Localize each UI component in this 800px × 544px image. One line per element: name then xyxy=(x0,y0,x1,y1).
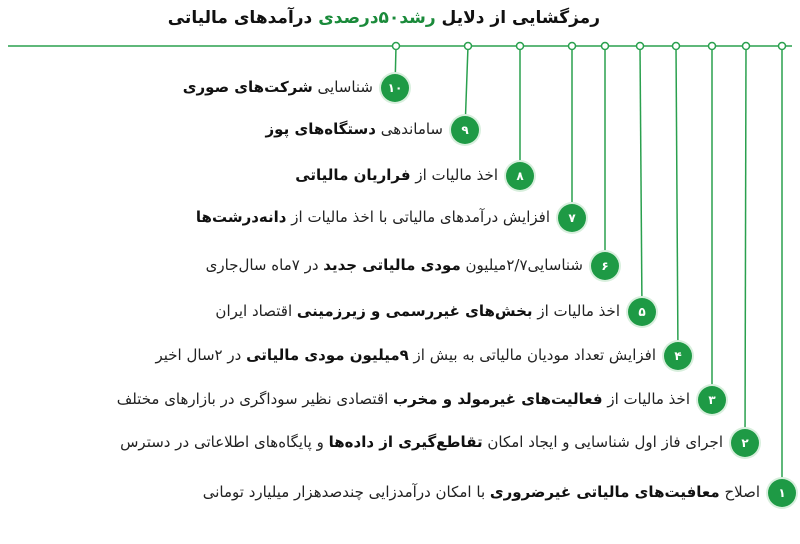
number-badge: ۷ xyxy=(558,204,586,232)
connector-line-7 xyxy=(676,46,678,356)
reason-item xyxy=(117,390,690,408)
reason-highlight: فراریان مالیاتی xyxy=(295,166,411,184)
reason-item xyxy=(183,78,373,96)
number-badge: ۳ xyxy=(698,386,726,414)
reason-text: اخذ مالیات از xyxy=(532,302,620,320)
reason-text-tail: با امکان درآمدزایی چندصدهزار میلیارد تومانی xyxy=(202,483,490,501)
number-badge: ۲ xyxy=(731,429,759,457)
title-part-1: رمزگشایی از دلایل xyxy=(435,8,600,28)
reason-highlight: مودی مالیاتی جدید xyxy=(323,256,461,274)
connector-dot-1 xyxy=(393,43,400,50)
title-part-2: درآمدهای مالیاتی xyxy=(167,8,319,28)
connector-dot-10 xyxy=(779,43,786,50)
reason-highlight: فعالیت‌های غیرمولد و مخرب xyxy=(393,390,603,408)
connector-dot-2 xyxy=(465,43,472,50)
reason-text: اجرای فاز اول شناسایی و ایجاد امکان xyxy=(482,433,723,451)
reason-text-tail: اقتصاد ایران xyxy=(215,302,297,320)
connector-line-6 xyxy=(640,46,642,312)
reason-text: شناسایی۲/۷میلیون xyxy=(460,256,583,274)
reason-text-tail: در ۲سال اخیر xyxy=(155,346,247,364)
reason-text: ساماندهی xyxy=(376,120,443,138)
number-badge: ۱ xyxy=(768,479,796,507)
reason-item xyxy=(266,120,443,138)
connector-dot-8 xyxy=(709,43,716,50)
reason-highlight: معافیت‌های مالیاتی غیرضروری xyxy=(489,483,720,501)
diagram-title xyxy=(100,8,600,28)
reason-text: افزایش درآمدهای مالیاتی با اخذ مالیات از xyxy=(286,208,550,226)
reason-text: اخذ مالیات از xyxy=(602,390,690,408)
reason-highlight: تقاطع‌گیری از داده‌ها xyxy=(328,433,483,451)
reason-item xyxy=(215,302,620,320)
number-badge: ۹ xyxy=(451,116,479,144)
number-badge: ۶ xyxy=(591,252,619,280)
connector-dot-7 xyxy=(673,43,680,50)
connector-dot-9 xyxy=(743,43,750,50)
reason-highlight: بخش‌های غیررسمی و زیرزمینی xyxy=(296,302,533,320)
reason-item xyxy=(203,483,760,501)
connector-dot-5 xyxy=(602,43,609,50)
reason-text-tail: در ۷ماه سال‌جاری xyxy=(205,256,324,274)
reason-highlight: دانه‌درشت‌ها xyxy=(195,208,287,226)
reason-item xyxy=(120,433,723,451)
number-badge: ۵ xyxy=(628,298,656,326)
reason-text-tail: و پایگاه‌های اطلاعاتی در دسترس xyxy=(120,433,329,451)
connector-dot-4 xyxy=(569,43,576,50)
reason-text: اخذ مالیات از xyxy=(410,166,498,184)
reason-highlight: ۹میلیون مودی مالیاتی xyxy=(246,346,409,364)
reason-text: افزایش تعداد مودیان مالیاتی به بیش از xyxy=(408,346,656,364)
reason-item xyxy=(206,256,583,274)
number-badge: ۱۰ xyxy=(381,74,409,102)
connector-dot-3 xyxy=(517,43,524,50)
number-badge: ۸ xyxy=(506,162,534,190)
reason-item xyxy=(295,166,498,184)
connector-line-9 xyxy=(745,46,746,443)
reason-item xyxy=(196,208,550,226)
reason-item xyxy=(155,346,656,364)
reason-text: شناسایی xyxy=(312,78,373,96)
title-accent: رشد۵۰درصدی xyxy=(318,8,436,28)
number-badge: ۴ xyxy=(664,342,692,370)
connector-dot-6 xyxy=(637,43,644,50)
reason-text: اصلاح xyxy=(719,483,760,501)
reason-text-tail: اقتصادی نظیر سوداگری در بازارهای مختلف xyxy=(116,390,394,408)
reason-highlight: دستگاه‌های پوز xyxy=(265,120,377,138)
reason-highlight: شرکت‌های صوری xyxy=(182,78,313,96)
